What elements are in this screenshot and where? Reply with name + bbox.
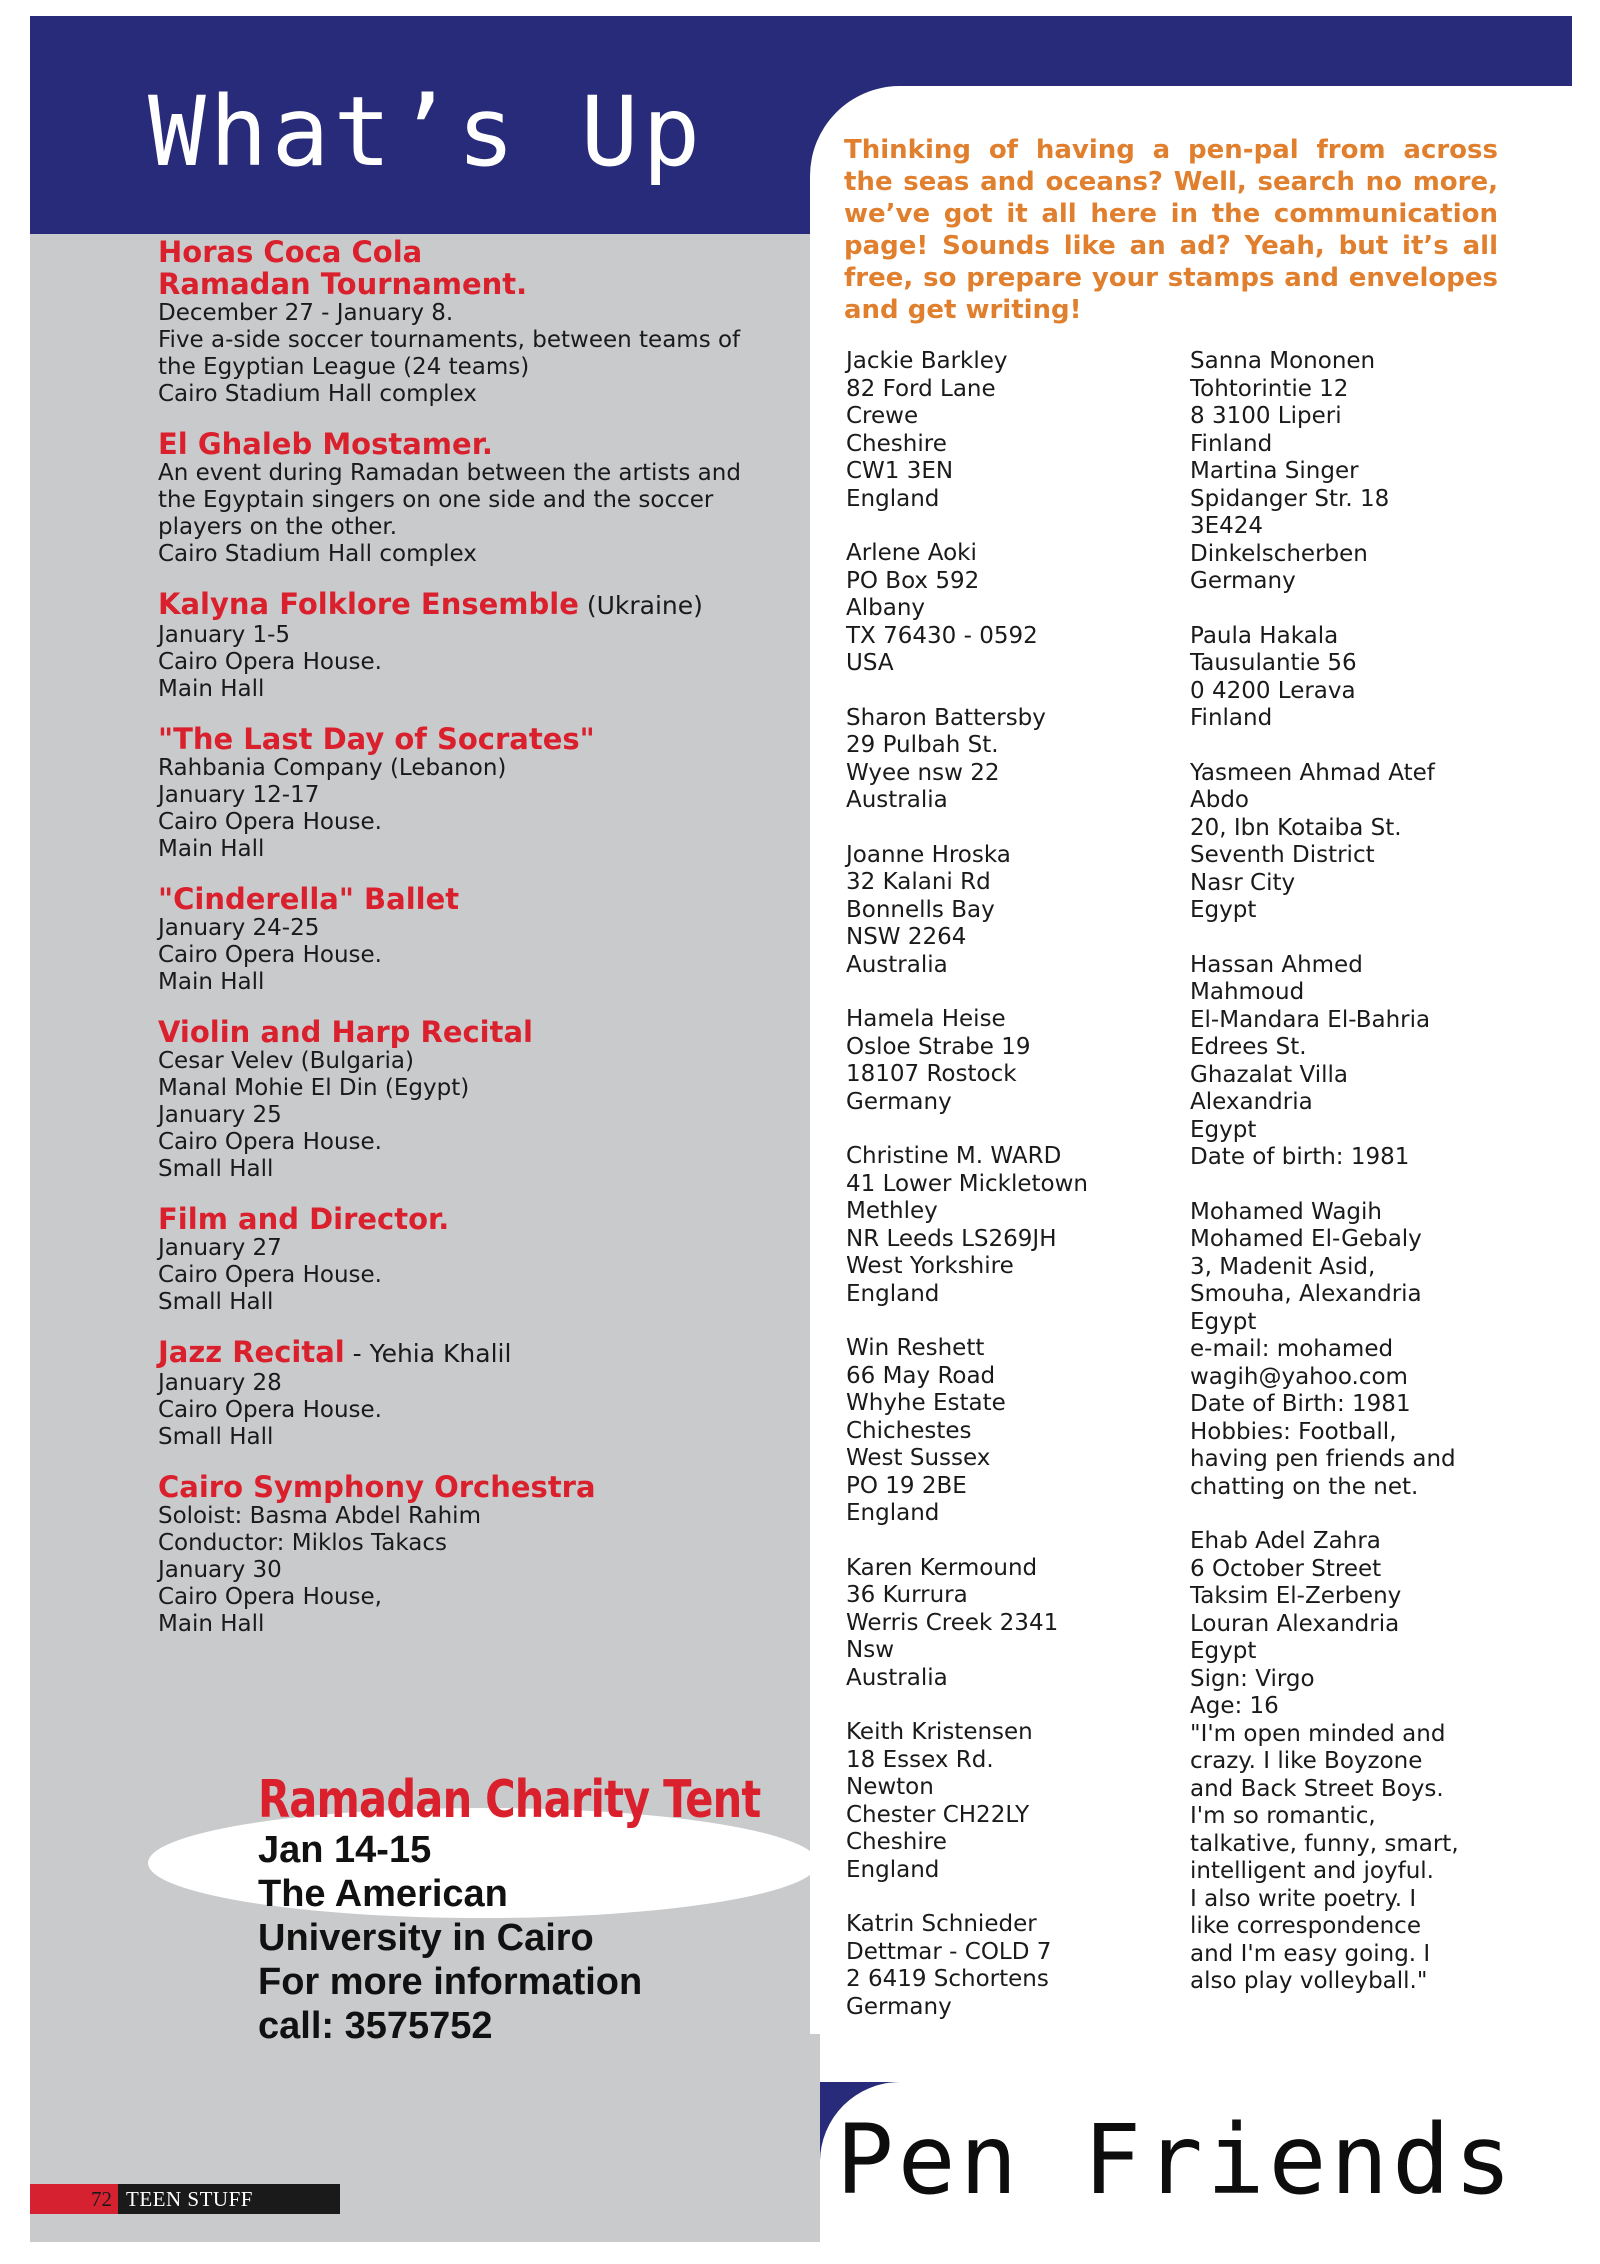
charity-detail-line: University in Cairo <box>258 1917 594 1959</box>
address-line: England <box>846 1280 940 1307</box>
event-detail-line: Conductor: Miklos Takacs <box>158 1530 448 1556</box>
address-line: Yasmeen Ahmad Atef <box>1190 759 1435 786</box>
event-detail-line: Small Hall <box>158 1156 274 1182</box>
event-title <box>158 1336 838 1370</box>
address-line: Osloe Strabe 19 <box>846 1033 1031 1060</box>
address-line: PO Box 592 <box>846 567 980 594</box>
event-title-text: Violin and Harp Recital <box>158 1015 533 1049</box>
address-line: Date of Birth: 1981 <box>1190 1391 1411 1417</box>
event-detail-line: January 28 <box>158 1370 282 1396</box>
address-line: Karen Kermound <box>846 1554 1038 1581</box>
address-line: 41 Lower Mickletown <box>846 1170 1089 1197</box>
address-line: Louran Alexandria <box>1190 1610 1400 1637</box>
event-title-text: "The Last Day of Socrates" <box>158 722 595 756</box>
address-line: 3, Madenit Asid, <box>1190 1253 1376 1280</box>
address-line: Sign: Virgo <box>1190 1665 1315 1692</box>
address-block <box>1190 1199 1520 1502</box>
event-item <box>158 1016 838 1183</box>
events-list <box>158 236 838 1658</box>
event-detail-line: Main Hall <box>158 969 265 995</box>
address-line: and I'm easy going. I <box>1190 1940 1431 1967</box>
address-line: e-mail: mohamed <box>1190 1336 1394 1362</box>
addresses-column-2 <box>1190 348 1520 2023</box>
address-line: 82 Ford Lane <box>846 375 996 402</box>
event-item <box>158 588 838 703</box>
address-line: USA <box>846 650 894 676</box>
address-line: talkative, funny, smart, <box>1190 1830 1459 1857</box>
charity-details <box>258 1828 642 2048</box>
address-line: Chichestes <box>846 1417 972 1444</box>
address-line: Arlene Aoki <box>846 540 977 566</box>
address-line: El-Mandara El-Bahria <box>1190 1006 1431 1033</box>
address-line: like correspondence <box>1190 1913 1421 1939</box>
event-detail-line: Cairo Opera House. <box>158 649 382 675</box>
address-line: Albany <box>846 595 926 621</box>
address-line: Jackie Barkley <box>846 348 1008 374</box>
event-detail-line: Small Hall <box>158 1424 274 1450</box>
address-line: Christine M. WARD <box>846 1143 1062 1169</box>
event-title <box>158 588 838 622</box>
event-title <box>158 428 838 460</box>
address-line: Win Reshett <box>846 1335 985 1361</box>
event-detail-line: Main Hall <box>158 836 265 862</box>
event-detail-line: Cairo Opera House. <box>158 1262 382 1288</box>
charity-detail-line: call: 3575752 <box>258 2005 493 2047</box>
address-line: Sharon Battersby <box>846 704 1046 731</box>
address-line: 66 May Road <box>846 1362 996 1389</box>
address-line: 18 Essex Rd. <box>846 1746 994 1773</box>
address-line: Germany <box>846 1993 952 2020</box>
pen-friends-title: Pen Friends <box>836 2104 1516 2216</box>
event-title <box>158 1016 838 1048</box>
address-line: Katrin Schnieder <box>846 1911 1037 1937</box>
address-line: Seventh District <box>1190 842 1375 868</box>
address-block <box>846 1555 1176 1693</box>
charity-detail-line: Jan 14-15 <box>258 1829 432 1871</box>
address-line: Egypt <box>1190 1638 1257 1664</box>
address-line: England <box>846 1500 940 1526</box>
address-line: Australia <box>846 1664 948 1691</box>
event-detail-line: Cairo Stadium Hall complex <box>158 381 477 407</box>
address-line: Sanna Mononen <box>1190 348 1376 374</box>
address-line: 29 Pulbah St. <box>846 732 999 758</box>
address-block <box>1190 760 1520 925</box>
event-detail-line: Cairo Stadium Hall complex <box>158 541 477 567</box>
address-line: Dinkelscherben <box>1190 540 1368 567</box>
event-item <box>158 723 838 863</box>
address-block <box>1190 623 1520 733</box>
event-title <box>158 883 838 915</box>
address-line: Tausulantie 56 <box>1190 650 1357 676</box>
address-block <box>846 705 1176 815</box>
event-title-note: - Yehia Khalil <box>344 1339 512 1368</box>
address-line: Australia <box>846 787 948 813</box>
address-line: Hassan Ahmed <box>1190 951 1363 978</box>
address-line: Cheshire <box>846 430 947 457</box>
address-line: Germany <box>846 1088 952 1115</box>
event-detail-line: Rahbania Company (Lebanon) <box>158 755 507 781</box>
address-line: Mohamed Wagih <box>1190 1198 1382 1225</box>
address-line: 8 3100 Liperi <box>1190 403 1342 429</box>
event-detail-line: January 27 <box>158 1235 282 1261</box>
address-block <box>846 1911 1176 2021</box>
address-line: 2 6419 Schortens <box>846 1966 1049 1992</box>
address-block <box>1190 348 1520 596</box>
address-line: Hamela Heise <box>846 1006 1006 1032</box>
event-detail-line: January 12-17 <box>158 782 320 808</box>
address-line: 18107 Rostock <box>846 1061 1017 1087</box>
address-line: intelligent and joyful. <box>1190 1858 1434 1884</box>
event-title <box>158 1471 838 1503</box>
whats-up-title: What’s Up <box>148 76 705 188</box>
event-detail-line: Main Hall <box>158 1611 265 1637</box>
event-detail-line: Five a-side soccer tournaments, between teams of <box>158 327 741 353</box>
event-item <box>158 1336 838 1451</box>
address-line: having pen friends and <box>1190 1446 1456 1472</box>
event-detail-line: January 24-25 <box>158 915 320 941</box>
event-detail-line: Cairo Opera House. <box>158 942 382 968</box>
address-line: Age: 16 <box>1190 1693 1279 1719</box>
event-title-text: El Ghaleb Mostamer. <box>158 427 493 461</box>
address-block <box>1190 1528 1520 1996</box>
address-line: Ehab Adel Zahra <box>1190 1528 1381 1554</box>
address-line: Nasr City <box>1190 869 1296 896</box>
charity-detail-line: The American <box>258 1873 508 1915</box>
event-title <box>158 1203 838 1235</box>
address-line: Taksim El-Zerbeny <box>1190 1583 1402 1609</box>
event-detail-line: Main Hall <box>158 676 265 702</box>
event-title-text: "Cinderella" Ballet <box>158 882 460 916</box>
address-line: Mohamed El-Gebaly <box>1190 1226 1422 1252</box>
charity-ad <box>120 1764 820 2064</box>
address-line: Wyee nsw 22 <box>846 759 1000 786</box>
event-item <box>158 1471 838 1638</box>
address-line: Martina Singer <box>1190 458 1359 484</box>
address-line: I'm so romantic, <box>1190 1803 1376 1829</box>
address-line: Germany <box>1190 568 1296 594</box>
charity-title: Ramadan Charity Tent <box>258 1770 761 1830</box>
address-line: chatting on the net. <box>1190 1473 1419 1500</box>
event-detail-line: Cairo Opera House, <box>158 1584 382 1610</box>
address-line: England <box>846 1856 940 1883</box>
address-line: wagih@yahoo.com <box>1190 1363 1408 1390</box>
address-line: "I'm open minded and <box>1190 1720 1446 1747</box>
event-detail-line: Cairo Opera House. <box>158 1397 382 1423</box>
address-line: Chester CH22LY <box>846 1801 1030 1828</box>
address-line: 3E424 <box>1190 513 1264 539</box>
event-detail-line: January 25 <box>158 1102 282 1128</box>
address-line: Paula Hakala <box>1190 622 1339 649</box>
event-detail-line: Cesar Velev (Bulgaria) <box>158 1048 414 1074</box>
address-line: 32 Kalani Rd <box>846 869 991 895</box>
address-line: Edrees St. <box>1190 1034 1307 1060</box>
address-line: PO 19 2BE <box>846 1472 967 1499</box>
event-detail-line: January 1-5 <box>158 622 291 648</box>
event-item <box>158 236 838 408</box>
event-detail-line: January 30 <box>158 1557 282 1583</box>
address-block <box>846 1143 1176 1308</box>
address-block <box>846 842 1176 980</box>
event-detail-line: December 27 - January 8. <box>158 300 454 326</box>
address-line: and Back Street Boys. <box>1190 1775 1444 1802</box>
event-title <box>158 236 838 300</box>
address-line: Alexandria <box>1190 1089 1313 1115</box>
address-line: Hobbies: Football, <box>1190 1418 1397 1445</box>
address-block <box>846 1006 1176 1116</box>
event-detail-line: the Egyptian League (24 teams) <box>158 354 530 380</box>
address-block <box>846 540 1176 678</box>
address-line: Ghazalat Villa <box>1190 1061 1348 1088</box>
address-line: Joanne Hroska <box>846 841 1011 868</box>
address-line: Whyhe Estate <box>846 1390 1006 1416</box>
address-line: England <box>846 485 940 512</box>
address-line: also play volleyball." <box>1190 1968 1428 1994</box>
address-line: Smouha, Alexandria <box>1190 1281 1422 1307</box>
address-line: Werris Creek 2341 <box>846 1609 1059 1636</box>
address-line: Egypt <box>1190 897 1257 923</box>
address-line: Date of birth: 1981 <box>1190 1144 1410 1170</box>
address-line: Mahmoud <box>1190 979 1305 1005</box>
address-line: NR Leeds LS269JH <box>846 1225 1057 1252</box>
event-title <box>158 723 838 755</box>
address-line: 36 Kurrura <box>846 1582 968 1608</box>
event-title-text: Kalyna Folklore Ensemble <box>158 587 579 621</box>
address-line: West Sussex <box>846 1445 991 1471</box>
addresses-column-1 <box>846 348 1176 2048</box>
event-title-text: Jazz Recital <box>158 1335 345 1369</box>
address-line: Bonnells Bay <box>846 896 995 923</box>
address-line: Abdo <box>1190 787 1250 813</box>
event-title-text: Film and Director. <box>158 1202 450 1236</box>
address-line: Spidanger Str. 18 <box>1190 485 1390 512</box>
address-line: Tohtorintie 12 <box>1190 375 1349 402</box>
event-detail-line: players on the other. <box>158 514 398 540</box>
address-line: Nsw <box>846 1637 894 1663</box>
magazine-page <box>30 16 1572 2242</box>
page-folio <box>30 2184 340 2214</box>
charity-detail-line: For more information <box>258 1961 643 2003</box>
event-item <box>158 883 838 996</box>
address-line: I also write poetry. I <box>1190 1885 1417 1912</box>
address-block <box>846 348 1176 513</box>
address-line: Dettmar - COLD 7 <box>846 1938 1052 1965</box>
address-block <box>846 1719 1176 1884</box>
event-detail-line: Manal Mohie El Din (Egypt) <box>158 1075 470 1101</box>
address-line: Crewe <box>846 403 919 429</box>
address-line: West Yorkshire <box>846 1253 1014 1279</box>
address-line: Egypt <box>1190 1116 1257 1143</box>
pen-friends-intro: Thinking of having a pen-pal from across the seas and oceans? Well, search no more, we’ve got it all here in the communication page! Sounds like an ad? Yeah, but it’s all free, so prepare your stamps and envelopes and get writing! <box>844 135 1498 325</box>
event-item <box>158 1203 838 1316</box>
address-line: NSW 2264 <box>846 924 967 950</box>
event-item <box>158 428 838 568</box>
event-detail-line: Cairo Opera House. <box>158 1129 382 1155</box>
event-title-note: (Ukraine) <box>578 591 703 620</box>
event-title-text: Cairo Symphony Orchestra <box>158 1470 596 1504</box>
address-line: Cheshire <box>846 1829 947 1855</box>
event-detail-line: the Egyptain singers on one side and the soccer <box>158 487 714 513</box>
event-title-text: Horas Coca Cola Ramadan Tournament. <box>158 235 528 301</box>
address-line: Newton <box>846 1774 934 1800</box>
address-line: Finland <box>1190 705 1273 731</box>
address-line: 20, Ibn Kotaiba St. <box>1190 814 1402 841</box>
event-detail-line: Soloist: Basma Abdel Rahim <box>158 1503 481 1529</box>
address-line: Egypt <box>1190 1308 1257 1335</box>
address-line: Methley <box>846 1198 938 1224</box>
address-line: Finland <box>1190 430 1273 457</box>
address-line: Australia <box>846 951 948 978</box>
address-block <box>1190 952 1520 1172</box>
magazine-name: TEEN STUFF <box>118 2184 340 2214</box>
address-line: 6 October Street <box>1190 1555 1382 1582</box>
address-line: crazy. I like Boyzone <box>1190 1748 1423 1774</box>
address-line: TX 76430 - 0592 <box>846 622 1038 649</box>
event-detail-line: Cairo Opera House. <box>158 809 382 835</box>
address-line: 0 4200 Lerava <box>1190 677 1356 704</box>
event-detail-line: An event during Ramadan between the artists and <box>158 460 741 486</box>
page-number: 72 <box>30 2184 118 2214</box>
address-block <box>846 1335 1176 1528</box>
address-line: Keith Kristensen <box>846 1719 1033 1745</box>
address-line: CW1 3EN <box>846 458 954 484</box>
event-detail-line: Small Hall <box>158 1289 274 1315</box>
